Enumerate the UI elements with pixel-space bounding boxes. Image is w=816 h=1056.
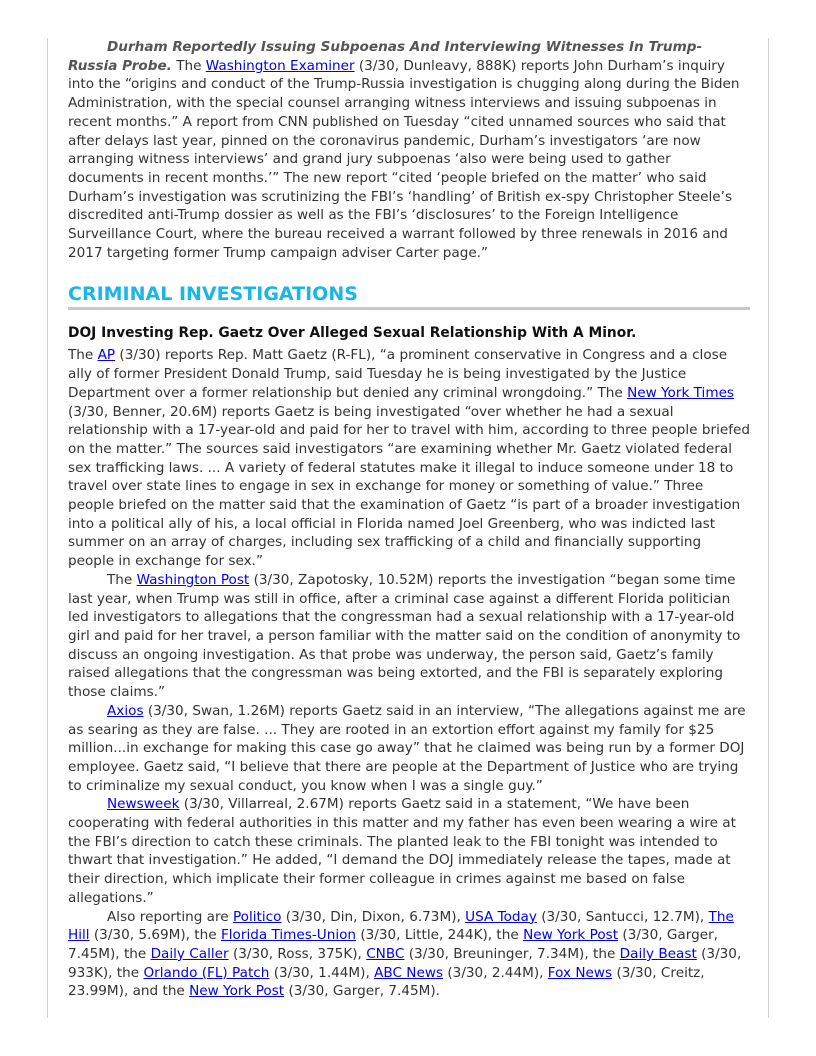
body-text: (3/30, Zapotosky, 10.52M) reports the investigation “began some time last year, when Trump was still in office, after a criminal case against a different Florida politician led investigators to allegations that the congressman had a sexual relationship with a 17-year-old girl and paid for her travel, a person familiar with the matter said on the condition of anonymity to discuss an ongoing investigation. As that probe was underway, the person said, Gaetz’s family raised allegations that the congressman was being extorted, and the FBI is separately exploring those claims.” (68, 571, 741, 701)
source-link[interactable]: AP (97, 347, 116, 364)
article-paragraph (68, 702, 750, 796)
body-text: (3/30) reports Rep. Matt Gaetz (R-FL), “a prominent conservative in Congress and a close ally of former President Donald Trump, said Tuesday he is being investigated by the Justice Department over a former relationship but denied any criminal wrongdoing.” The (68, 347, 728, 401)
body-text: (3/30, Swan, 1.26M) reports Gaetz said in an interview, “The allegations against me are as searing as they are false. ... They are rooted in an extortion effort against my family for $25 million...in exchange for making this case go away” that he claimed was being run by a former DOJ employee. Gaetz said, “I believe that there are people at the Department of Justice who are trying to criminalize my sexual conduct, you know when I was a single guy.” (68, 702, 746, 794)
body-text: (3/30, Garger, 7.45M), the (68, 927, 718, 962)
body-text: (3/30, Ross, 375K), (228, 945, 367, 962)
source-link[interactable]: CNBC (366, 945, 405, 962)
body-text: (3/30, 1.44M), (269, 964, 375, 981)
article-paragraph (68, 346, 750, 570)
newsletter-content (68, 38, 750, 1001)
body-text: (3/30, 5.69M), the (89, 927, 221, 944)
body-text: (3/30, Din, Dixon, 6.73M), (281, 908, 466, 925)
source-link[interactable]: Florida Times-Union (220, 927, 357, 944)
source-link[interactable]: USA Today (465, 908, 537, 925)
body-text: (3/30, Little, 244K), the (356, 927, 524, 944)
body-text: (3/30, Villarreal, 2.67M) reports Gaetz said in a statement, “We have been cooperating with federal authorities in this matter and my father has even been wearing a wire at the FBI’s direction to catch these criminals. The planted leak to the FBI tonight was intended to thwart that investigation.” He added, “I demand the DOJ immediately release the tapes, made at their direction, which implicate their former colleague in crimes against me based on false allegations.” (68, 796, 736, 906)
source-link[interactable]: Orlando (FL) Patch (143, 964, 270, 981)
article-durham (68, 38, 750, 262)
body-text: The (107, 571, 137, 588)
source-link[interactable]: New York Times (627, 384, 735, 401)
article-lead-headline: Durham Reportedly Issuing Subpoenas And Interviewing Witnesses In Trump-Russia Probe. (68, 39, 703, 74)
article-paragraph (68, 571, 750, 702)
body-text: (3/30, Benner, 20.6M) reports Gaetz is being investigated “over whether he had a sexual relationship with a 17-year-old and paid for her to travel with him, according to three people briefed on the matter.” The sources said investigators “are examining whether Mr. Gaetz violated federal sex trafficking laws. ... A variety of federal statutes make it illegal to induce someone under 18 to travel over state lines to engage in sex in exchange for money or something of value.” Three people briefed on the matter said that the examination of Gaetz “is part of a broader investigation into a political ally of his, a local official in Florida named Joel Greenberg, who was indicted last summer on an array of charges, including sex trafficking of a child and financially supporting people in exchange for sex.” (68, 403, 751, 570)
article-paragraph (68, 908, 750, 1002)
body-text: The (68, 347, 98, 364)
source-link[interactable]: Washington Examiner (205, 57, 355, 74)
source-link[interactable]: ABC News (374, 964, 444, 981)
source-link[interactable]: New York Post (189, 983, 285, 1000)
source-link[interactable]: Axios (107, 702, 144, 719)
body-text: (3/30, 933K), the (68, 945, 742, 981)
body-text: (3/30, Santucci, 12.7M), (536, 908, 709, 925)
body-text: (3/30, Breuninger, 7.34M), the (404, 945, 620, 962)
article-headline: DOJ Investing Rep. Gaetz Over Alleged Sexual Relationship With A Minor. (68, 325, 637, 342)
source-link[interactable]: Politico (232, 908, 282, 925)
article-paragraph (68, 795, 750, 907)
body-text: The (176, 57, 206, 74)
body-text: Also reporting are (107, 908, 233, 925)
section-heading: CRIMINAL INVESTIGATIONS (68, 282, 750, 310)
source-link[interactable]: Fox News (547, 964, 613, 981)
body-text: (3/30, Dunleavy, 888K) reports John Durham’s inquiry into the “origins and conduct of the Trump-Russia investigation is chugging along during the Biden Administration, with the special counsel arranging witness interviews and issuing subpoenas in recent months.” A report from CNN published on Tuesday “cited unnamed sources who said that after delays last year, pinned on the coronavirus pandemic, Durham’s investigators ‘are now arranging witness interviews’ and grand jury subpoenas ‘also were being used to gather documents in recent months.’” The new report “cited ‘people briefed on the matter’ who said Durham’s investigation was scrutinizing the FBI’s ‘handling’ of British ex-spy Christopher Steele’s discredited anti-Trump dossier as well as the FBI’s ‘disclosures’ to the Foreign Intelligence Surveillance Court, where the bureau received a warrant followed by three renewals in 2016 and 2017 targeting former Trump campaign adviser Carter page.” (68, 57, 740, 261)
body-text: (3/30, Creitz, 23.99M), and the (68, 964, 705, 1000)
source-link[interactable]: Daily Beast (619, 945, 697, 962)
body-text: (3/30, Garger, 7.45M). (284, 983, 440, 1000)
body-text: (3/30, 2.44M), (443, 964, 548, 981)
source-link[interactable]: Daily Caller (150, 945, 229, 962)
article-gaetz (68, 346, 750, 1001)
source-link[interactable]: The Hill (68, 908, 734, 944)
source-link[interactable]: Washington Post (136, 571, 250, 588)
source-link[interactable]: New York Post (523, 927, 619, 944)
source-link[interactable]: Newsweek (107, 796, 180, 813)
